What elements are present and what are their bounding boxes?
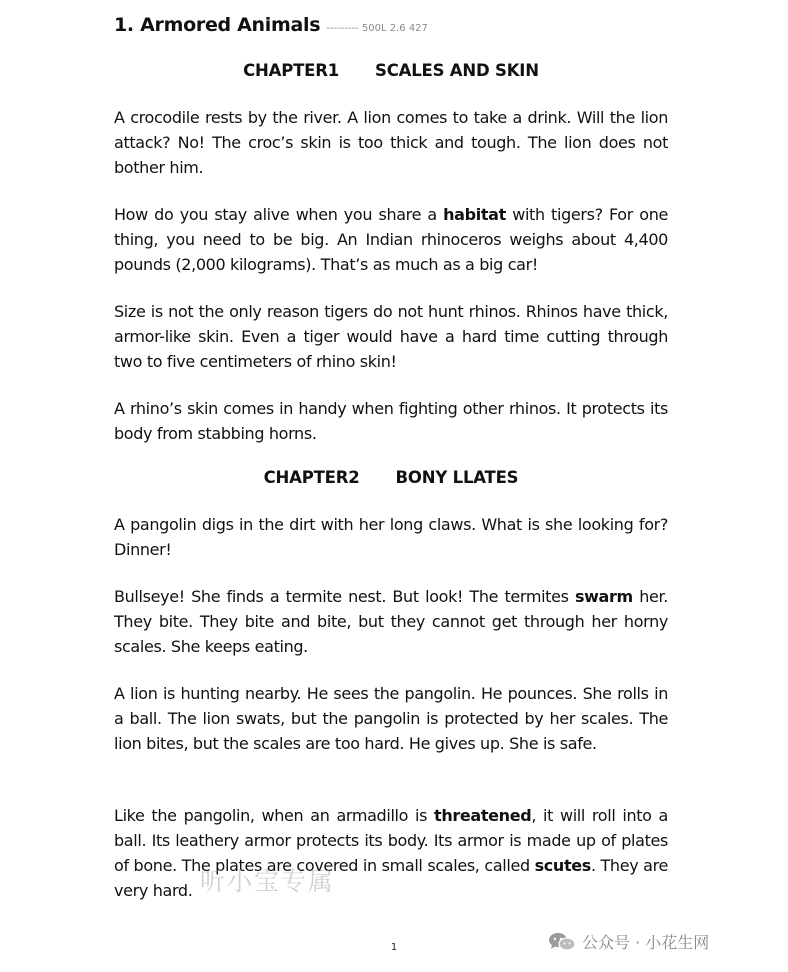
chapter-number: CHAPTER1 (243, 61, 340, 80)
account-watermark (548, 930, 709, 953)
vocabulary-word: scutes (534, 856, 591, 875)
paragraph (114, 512, 668, 562)
paragraph (114, 202, 668, 277)
paragraph (114, 584, 668, 659)
wechat-icon (548, 932, 576, 952)
paragraph (114, 105, 668, 180)
paragraph-text: A pangolin digs in the dirt with her long claws. What is she looking for? Dinner! (114, 515, 668, 559)
chapter-title: BONY LLATES (395, 468, 519, 487)
paragraph-text: her. They bite. They bite and bite, but they cannot get through her horny scales. She keeps eating. (114, 587, 668, 656)
vocabulary-word: habitat (443, 205, 506, 224)
paragraph-text: A lion is hunting nearby. He sees the pangolin. He pounces. She rolls in a ball. The lion swats, but the pangolin is protected by her scales. The lion bites, but the scales are too hard. He gives up. She is safe. (114, 684, 668, 753)
account-label: 公众号 · 小花生网 (582, 933, 710, 952)
paragraph-text: . They are very hard. (114, 856, 668, 900)
paragraph-text: A rhino’s skin comes in handy when fighting other rhinos. It protects its body from stabbing horns. (114, 399, 668, 443)
chapter-number: CHAPTER2 (263, 468, 360, 487)
paragraph-text: A crocodile rests by the river. A lion comes to take a drink. Will the lion attack? No! The croc’s skin is too thick and tough. The lion does not bother him. (114, 108, 668, 177)
paragraph-text: , it will roll into a ball. Its leathery armor protects its body. Its armor is made up of plates of bone. The plates are covered in small scales, called (114, 806, 668, 875)
page-number: 1 (390, 942, 398, 953)
watermark-text: 听小宝专属 (200, 867, 336, 896)
paragraph (114, 396, 668, 446)
chapter-heading-1 (114, 61, 668, 80)
paragraph (114, 681, 668, 756)
chapter-title: SCALES AND SKIN (375, 61, 539, 80)
paragraph-text: How do you stay alive when you share a (114, 205, 444, 224)
document-level-info: --------- 500L 2.6 427 (326, 23, 428, 34)
vocabulary-word: swarm (574, 587, 633, 606)
paragraph-text: Like the pangolin, when an armadillo is (114, 806, 435, 825)
paragraph-text: Size is not the only reason tigers do not hunt rhinos. Rhinos have thick, armor-like skin. Even a tiger would have a hard time cutting through two to five centimeters of rhino skin! (114, 302, 668, 371)
paragraph (114, 299, 668, 374)
vocabulary-word: threatened (434, 806, 532, 825)
document-title-text: 1. Armored Animals (114, 14, 321, 36)
document-title (114, 14, 428, 36)
paragraph (114, 803, 668, 903)
chapter-heading-2 (114, 468, 668, 487)
paragraph-text: with tigers? For one thing, you need to be big. An Indian rhinoceros weighs about 4,400 pounds (2,000 kilograms). That’s as much as a big car! (114, 205, 669, 274)
paragraph-text: Bullseye! She finds a termite nest. But look! The termites (114, 587, 575, 606)
